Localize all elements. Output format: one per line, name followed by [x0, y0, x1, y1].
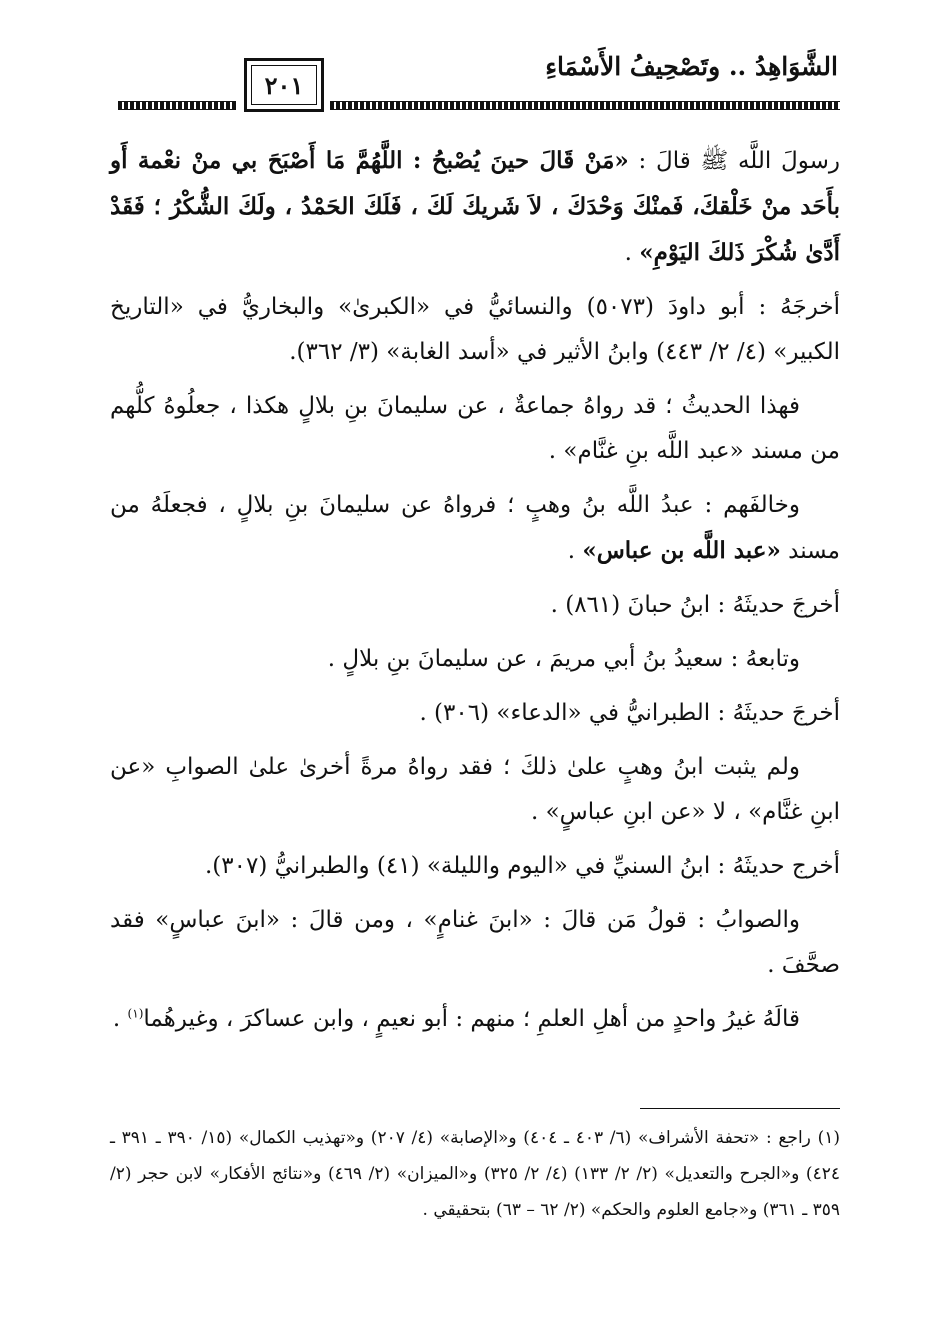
paragraph-takhrij-2: أخرجَ حديثَهُ : ابنُ حبانَ (٨٦١) .	[550, 592, 840, 618]
header-rule-right	[330, 101, 840, 110]
footnote-separator	[640, 1108, 840, 1109]
paragraph-hadith	[110, 138, 840, 276]
paragraph-scholars	[110, 997, 840, 1042]
paragraph-takhrij-1: أخرجَهُ : أبو داودَ (٥٠٧٣) والنسائيُّ في «الكبرىٰ» والبخاريُّ في «التاريخ الكبير» (٤/ ٢/ ٤٤٣) وابنُ الأثير في «أسد الغابة» (٣/ ٣٦٢).	[110, 294, 840, 365]
header-rule-left	[118, 101, 236, 110]
paragraph-conclusion: والصوابُ : قولُ مَن قالَ : «ابنَ غنامٍ» ، ومن قالَ : «ابنَ عباسٍ» فقد صحَّفَ .	[110, 907, 840, 978]
paragraph-commentary-3: ولم يثبت ابنُ وهبٍ علىٰ ذلكَ ؛ فقد رواهُ مرةً أخرىٰ علىٰ الصوابِ «عن ابنِ غنَّام» ، لا «عن ابنِ عباسٍ» .	[110, 754, 840, 825]
page-number-text: ٢٠١	[264, 70, 304, 100]
footnote-ref: (١)	[127, 1006, 144, 1021]
commentary-2-end: .	[567, 538, 583, 564]
hadith-intro: رسولَ اللَّه ﷺ قالَ :	[628, 148, 840, 174]
scholars-text: قالَهُ غيرُ واحدٍ من أهلِ العلمِ ؛ منهم : أبو نعيمٍ ، وابن عساكرَ ، وغيرهُما	[143, 1006, 800, 1032]
footnotes	[110, 1120, 840, 1228]
paragraph-commentary-1: فهذا الحديثُ ؛ قد رواهُ جماعةٌ ، عن سليمانَ بنِ بلالٍ هكذا ، جعلُوهُ كلُّهم من مسند «عبد اللَّه بنِ غنَّام» .	[110, 393, 840, 464]
hadith-quote: «مَنْ قَالَ حينَ يُصْبحُ : اللَّهُمَّ مَا أَصْبَحَ بي منْ نعْمة أَو بأَحَد منْ خَلْقكَ، فَمنْكَ وَحْدَكَ ، لاَ شَريكَ لَكَ ، فَلَكَ الحَمْدُ ، ولَكَ الشُّكْرُ ؛ فَقَدْ أَدَّىٰ شُكْرَ ذَلكَ اليَوْمِ»	[110, 147, 840, 266]
page-number	[244, 58, 324, 112]
paragraph-commentary-2	[110, 483, 840, 574]
commentary-2-text: وخالفَهم : عبدُ اللَّه بنُ وهبٍ ؛ فرواهُ عن سليمانَ بنِ بلالٍ ، فجعلَهُ من مسند	[110, 492, 840, 564]
paragraph-takhrij-3: أخرجَ حديثَهُ : الطبرانيُّ في «الدعاء» (٣٠٦) .	[419, 700, 840, 726]
paragraph-takhrij-4: أخرج حديثَهُ : ابنُ السنيِّ في «اليوم والليلة» (٤١) والطبرانيُّ (٣٠٧).	[204, 853, 840, 879]
scholars-end: .	[112, 1006, 128, 1032]
paragraph-mutaba: وتابعهُ : سعيدُ بنُ أبي مريمَ ، عن سليمانَ بنِ بلالٍ .	[327, 646, 800, 672]
hadith-end: .	[624, 240, 640, 266]
main-text	[110, 138, 840, 1051]
commentary-2-bold-name: «عبد اللَّه بن عباس»	[582, 537, 781, 564]
footnote-1: (١) راجع : «تحفة الأشراف» (٦/ ٤٠٣ ـ ٤٠٤) و«الإصابة» (٤/ ٢٠٧) و«تهذيب الكمال» (١٥/ ٣٩٠ ـ ٣٩١ ـ ٤٢٤) و«الجرح والتعديل» (٢/ ٢/ ١٣٣) (٤/ ٢/ ٣٢٥) و«الميزان» (٢/ ٤٦٩) و«نتائج الأفكار» لابن حجر (٢/ ٣٥٩ ـ ٣٦١) و«جامع العلوم والحكم» (٢/ ٦٢ – ٦٣) بتحقيقي .	[110, 1128, 840, 1220]
running-title: الشَّوَاهِدُ .. وتَصْحِيفُ الأَسْمَاءِ	[545, 52, 838, 81]
